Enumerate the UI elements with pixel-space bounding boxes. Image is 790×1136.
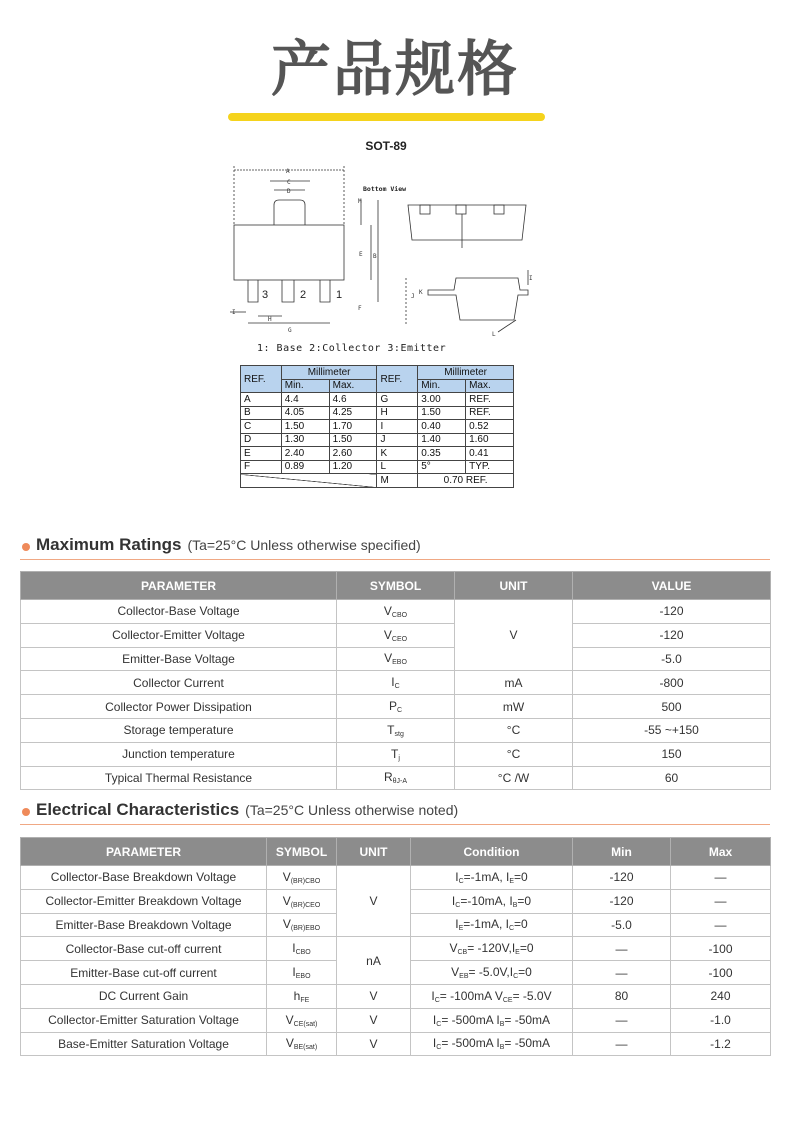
bullet-dot <box>22 808 30 816</box>
table-row <box>21 623 771 647</box>
column-header: VALUE <box>573 572 771 600</box>
table-cell: V <box>455 600 573 671</box>
bottom-view-body <box>408 205 526 240</box>
table-cell: $V_{CB}= -120V,I_E=0$ <box>411 937 573 961</box>
table-cell: M <box>377 474 418 488</box>
table-cell: 60 <box>573 766 771 790</box>
table-cell: D <box>241 433 282 447</box>
table-cell: $I_C=-1mA$, $I_E=0$ <box>411 866 573 890</box>
table-cell: 0.41 <box>466 447 514 461</box>
table-cell: Collector-Base Breakdown Voltage <box>21 866 267 890</box>
table-cell: A <box>241 393 282 407</box>
table-cell: Collector Current <box>21 671 337 695</box>
table-row <box>21 600 771 624</box>
max-header: Max. <box>329 379 377 393</box>
table-cell: 0.70 REF. <box>418 474 514 488</box>
package-outline-drawing <box>228 160 548 360</box>
table-row <box>21 1032 771 1056</box>
table-cell: $I_C=-10mA$, $I_B=0$ <box>411 889 573 913</box>
pin-emitter-right <box>320 280 330 302</box>
dim-label-c: C <box>287 179 291 186</box>
table-cell: Collector-Emitter Voltage <box>21 623 337 647</box>
table-cell: Base-Emitter Saturation Voltage <box>21 1032 267 1056</box>
table-cell: 4.05 <box>281 406 329 420</box>
dim-label-l: L <box>492 331 496 338</box>
dim-label-e: E <box>359 251 363 258</box>
table-cell: G <box>377 393 418 407</box>
table-row <box>241 447 514 461</box>
table-cell: nA <box>337 937 411 985</box>
table-cell: mW <box>455 695 573 719</box>
pin-collector <box>282 280 294 302</box>
table-cell: 1.20 <box>329 460 377 474</box>
table-cell: -100 <box>671 961 771 985</box>
dim-label-m: M <box>358 198 362 205</box>
table-cell: 1.70 <box>329 420 377 434</box>
table-row <box>241 393 514 407</box>
table-cell: -1.0 <box>671 1008 771 1032</box>
column-header: PARAMETER <box>21 838 267 866</box>
millimeter-header: Millimeter <box>418 366 514 380</box>
table-cell: $I_C= -500mA$ $I_B= -50mA$ <box>411 1032 573 1056</box>
table-cell: Junction temperature <box>21 742 337 766</box>
table-cell: Collector-Emitter Breakdown Voltage <box>21 889 267 913</box>
table-row <box>21 572 771 600</box>
table-cell: $V_{(BR)EBO}$ <box>267 913 337 937</box>
table-row <box>21 984 771 1008</box>
table-cell: 4.4 <box>281 393 329 407</box>
table-cell: 0.52 <box>466 420 514 434</box>
dim-label-d: D <box>287 188 291 195</box>
min-header: Min. <box>418 379 466 393</box>
dim-label-b: B <box>373 253 377 260</box>
table-cell: $T_j$ <box>337 742 455 766</box>
table-cell: F <box>241 460 282 474</box>
table-cell: — <box>671 913 771 937</box>
max-ratings-heading <box>20 534 770 560</box>
page-title: 产品规格 <box>271 35 519 105</box>
table-cell: Collector Power Dissipation <box>21 695 337 719</box>
table-cell: Collector-Base Voltage <box>21 600 337 624</box>
table-cell: TYP. <box>466 460 514 474</box>
column-header: SYMBOL <box>337 572 455 600</box>
table-cell: 2.40 <box>281 447 329 461</box>
table-cell: $I_C= -100mA$ $V_{CE}= -5.0V$ <box>411 984 573 1008</box>
table-cell: DC Current Gain <box>21 984 267 1008</box>
table-cell: $V_{(BR)CBO}$ <box>267 866 337 890</box>
table-cell: 1.40 <box>418 433 466 447</box>
dim-label-i: I <box>232 309 236 316</box>
table-cell: L <box>377 460 418 474</box>
table-cell: °C /W <box>455 766 573 790</box>
table-row <box>21 937 771 961</box>
table-cell: Collector-Base cut-off current <box>21 937 267 961</box>
table-cell: — <box>573 937 671 961</box>
table-cell: $R_{\theta J-A}$ <box>337 766 455 790</box>
table-cell: 80 <box>573 984 671 1008</box>
package-body <box>234 225 344 280</box>
table-cell: V <box>337 1032 411 1056</box>
table-row <box>241 420 514 434</box>
ref-header: REF. <box>241 366 282 393</box>
table-cell: 5° <box>418 460 466 474</box>
min-header: Min. <box>281 379 329 393</box>
table-cell: $I_C$ <box>337 671 455 695</box>
table-cell: 150 <box>573 742 771 766</box>
table-cell: 240 <box>671 984 771 1008</box>
max-ratings-table <box>20 571 771 790</box>
table-cell: 500 <box>573 695 771 719</box>
table-row <box>21 766 771 790</box>
title-underline <box>228 113 545 121</box>
table-cell: — <box>671 889 771 913</box>
table-cell: V <box>337 1008 411 1032</box>
dim-label-k: K <box>419 289 423 296</box>
table-cell: $V_{BE(sat)}$ <box>267 1032 337 1056</box>
table-cell: H <box>377 406 418 420</box>
section-title: Maximum Ratings (Ta=25°C Unless otherwise specified) <box>36 535 421 554</box>
table-cell: $V_{CEO}$ <box>337 623 455 647</box>
section-subtitle: (Ta=25°C Unless otherwise specified) <box>187 537 421 553</box>
dim-label-a: A <box>286 168 290 175</box>
table-cell: $I_{CBO}$ <box>267 937 337 961</box>
table-cell: $h_{FE}$ <box>267 984 337 1008</box>
table-row <box>21 838 771 866</box>
table-cell <box>241 474 377 488</box>
table-cell: 0.35 <box>418 447 466 461</box>
table-cell: — <box>573 1008 671 1032</box>
table-cell: V <box>337 866 411 937</box>
table-cell: 1.50 <box>329 433 377 447</box>
electrical-heading <box>20 799 770 825</box>
table-cell: $P_C$ <box>337 695 455 719</box>
pin-number-1: 1 <box>336 289 343 301</box>
collector-tab <box>274 200 305 225</box>
table-row <box>21 742 771 766</box>
table-cell: 4.25 <box>329 406 377 420</box>
table-cell: $V_{CBO}$ <box>337 600 455 624</box>
table-cell: mA <box>455 671 573 695</box>
pin-number-3: 3 <box>262 289 269 301</box>
column-header: SYMBOL <box>267 838 337 866</box>
dim-label-f: F <box>358 305 362 312</box>
table-cell: -800 <box>573 671 771 695</box>
table-cell: E <box>241 447 282 461</box>
table-cell: -5.0 <box>573 647 771 671</box>
column-header: PARAMETER <box>21 572 337 600</box>
table-cell: °C <box>455 742 573 766</box>
table-cell: Emitter-Base Voltage <box>21 647 337 671</box>
table-cell: B <box>241 406 282 420</box>
table-cell: $T_{stg}$ <box>337 718 455 742</box>
table-cell: -55 ~+150 <box>573 718 771 742</box>
column-header: Max <box>671 838 771 866</box>
table-cell: 3.00 <box>418 393 466 407</box>
table-row <box>21 647 771 671</box>
table-cell: 4.6 <box>329 393 377 407</box>
table-cell: C <box>241 420 282 434</box>
table-cell: $I_{EBO}$ <box>267 961 337 985</box>
table-cell: Emitter-Base Breakdown Voltage <box>21 913 267 937</box>
section-subtitle: (Ta=25°C Unless otherwise noted) <box>245 802 459 818</box>
table-row <box>241 474 514 488</box>
pin-caption: 1: Base 2:Collector 3:Emitter <box>257 343 447 354</box>
bottom-view-label: Bottom View <box>363 185 407 193</box>
table-cell: -120 <box>573 889 671 913</box>
electrical-table <box>20 837 771 1056</box>
table-cell: Emitter-Base cut-off current <box>21 961 267 985</box>
column-header: Min <box>573 838 671 866</box>
table-cell: $I_C= -500mA$ $I_B= -50mA$ <box>411 1008 573 1032</box>
table-cell: $V_{EB}= -5.0V,I_C=0$ <box>411 961 573 985</box>
table-row <box>21 1008 771 1032</box>
table-row <box>21 671 771 695</box>
table-cell: 1.60 <box>466 433 514 447</box>
table-cell: $I_E=-1mA$, $I_C=0$ <box>411 913 573 937</box>
millimeter-header: Millimeter <box>281 366 377 380</box>
max-header: Max. <box>466 379 514 393</box>
table-row <box>21 866 771 890</box>
table-cell: $V_{(BR)CEO}$ <box>267 889 337 913</box>
table-cell: Typical Thermal Resistance <box>21 766 337 790</box>
table-cell: -120 <box>573 866 671 890</box>
table-cell: REF. <box>466 393 514 407</box>
side-view-body <box>428 278 528 320</box>
pin-number-2: 2 <box>300 289 307 301</box>
table-row <box>21 718 771 742</box>
package-title: SOT-89 <box>365 139 407 153</box>
table-cell: Collector-Emitter Saturation Voltage <box>21 1008 267 1032</box>
table-cell: °C <box>455 718 573 742</box>
column-header: Condition <box>411 838 573 866</box>
table-cell: — <box>573 1032 671 1056</box>
table-cell: 1.50 <box>418 406 466 420</box>
table-row <box>241 406 514 420</box>
table-cell: J <box>377 433 418 447</box>
table-cell: 1.30 <box>281 433 329 447</box>
section-title: Electrical Characteristics (Ta=25°C Unless otherwise noted) <box>36 800 459 819</box>
column-header: UNIT <box>455 572 573 600</box>
pin-base-left <box>248 280 258 302</box>
table-cell: -100 <box>671 937 771 961</box>
table-cell: K <box>377 447 418 461</box>
table-row <box>241 433 514 447</box>
table-cell: -120 <box>573 600 771 624</box>
table-cell: 1.50 <box>281 420 329 434</box>
dim-label-j: J <box>411 293 415 300</box>
table-row <box>241 460 514 474</box>
table-cell: -1.2 <box>671 1032 771 1056</box>
table-cell: REF. <box>466 406 514 420</box>
table-cell: $V_{EBO}$ <box>337 647 455 671</box>
table-cell: -5.0 <box>573 913 671 937</box>
dim-label-h: H <box>268 316 272 323</box>
table-cell: Storage temperature <box>21 718 337 742</box>
table-cell: I <box>377 420 418 434</box>
table-cell: $V_{CE(sat)}$ <box>267 1008 337 1032</box>
table-cell: — <box>671 866 771 890</box>
dim-label-i-side: I <box>529 275 533 282</box>
dim-label-g: G <box>288 327 292 334</box>
table-row <box>241 366 514 380</box>
ref-header: REF. <box>377 366 418 393</box>
table-cell: -120 <box>573 623 771 647</box>
dimension-table <box>240 365 514 488</box>
table-row <box>21 695 771 719</box>
table-cell: V <box>337 984 411 1008</box>
table-cell: 2.60 <box>329 447 377 461</box>
table-cell: 0.40 <box>418 420 466 434</box>
column-header: UNIT <box>337 838 411 866</box>
table-cell: 0.89 <box>281 460 329 474</box>
bullet-dot <box>22 543 30 551</box>
table-cell: — <box>573 961 671 985</box>
